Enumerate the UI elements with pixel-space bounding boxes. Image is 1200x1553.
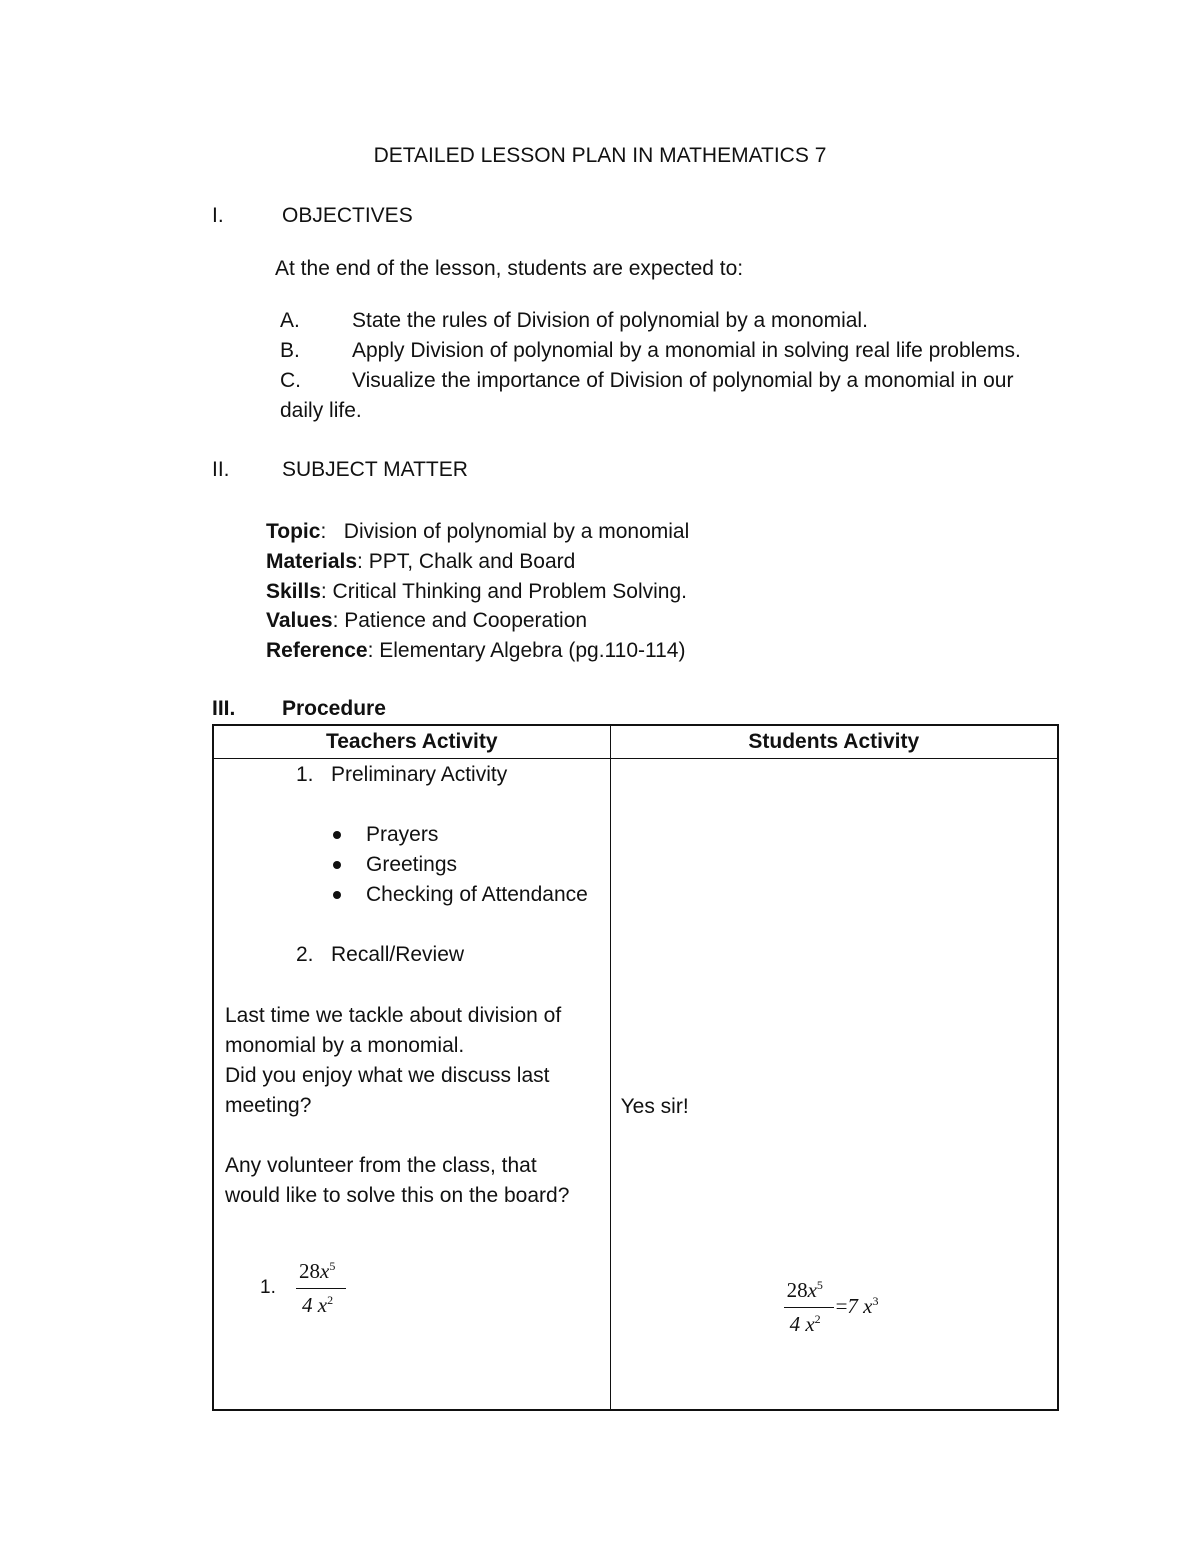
field-label: Skills [266,580,321,603]
objective-text-c-continuation: daily life. [280,399,362,422]
bullet-icon [333,891,341,899]
table-header-row [213,725,1058,759]
paragraph-line: meeting? [225,1094,312,1117]
field-label: Reference [266,639,368,662]
paragraph-line: Did you enjoy what we discuss last [225,1064,550,1087]
subject-field-reference: Reference: Elementary Algebra (pg.110-114) [266,639,686,662]
step-number-2: 2. [296,943,314,966]
bullet-icon [333,831,341,839]
field-label: Topic [266,520,321,543]
objective-letter-c: C. [280,369,301,392]
fraction-numerator: $28x^5$ [299,1259,336,1283]
subject-field-materials: Materials: PPT, Chalk and Board [266,550,576,573]
field-label: Values [266,609,333,632]
step-label-preliminary: Preliminary Activity [331,763,508,786]
field-label: Materials [266,550,358,573]
fraction-denominator: 4 $x^2$ [302,1293,334,1317]
field-value: Division of polynomial by a monomial [343,520,690,543]
problem-number: 1. [260,1277,276,1298]
field-value: Patience and Cooperation [344,609,588,632]
students-activity-cell [610,759,1058,1411]
fraction-numerator: $28x^5$ [786,1278,823,1302]
objective-text-c: Visualize the importance of Division of polynomial by a monomial in our [352,369,1014,392]
section-number-procedure: III. [212,697,236,720]
header-teachers-activity: Teachers Activity [213,725,610,759]
bullet-item-attendance: Checking of Attendance [366,883,588,906]
table-row [213,759,1058,1411]
bullet-item-greetings: Greetings [366,853,458,876]
fraction-bar [784,1307,834,1308]
step-number-1: 1. [296,763,314,786]
step-label-recall: Recall/Review [331,943,465,966]
field-value: Critical Thinking and Problem Solving. [332,580,687,603]
field-value: PPT, Chalk and Board [368,550,576,573]
objectives-intro: At the end of the lesson, students are expected to: [275,257,744,280]
procedure-table [212,724,1059,1411]
section-heading-subject-matter: SUBJECT MATTER [282,458,468,481]
objective-text-a: State the rules of Division of polynomial by a monomial. [352,309,868,332]
objective-letter-b: B. [280,339,300,362]
paragraph-line: Any volunteer from the class, that [225,1154,537,1177]
fraction-denominator: 4 $x^2$ [789,1312,821,1336]
section-number-objectives: I. [212,204,224,227]
paragraph-line: monomial by a monomial. [225,1034,465,1057]
document-title: DETAILED LESSON PLAN IN MATHEMATICS 7 [373,144,827,167]
header-students-activity: Students Activity [610,725,1058,759]
fraction-bar [296,1288,346,1289]
objective-text-b: Apply Division of polynomial by a monomial in solving real life problems. [352,339,1021,362]
paragraph-line: Last time we tackle about division of [225,1004,562,1027]
teachers-activity-cell [213,759,610,1411]
field-value: Elementary Algebra (pg.110-114) [379,639,686,662]
subject-field-values: Values: Patience and Cooperation [266,609,588,632]
student-reply: Yes sir! [620,1095,689,1118]
section-heading-procedure: Procedure [282,697,386,720]
bullet-icon [333,861,341,869]
bullet-item-prayers: Prayers [366,823,439,846]
section-heading-objectives: OBJECTIVES [282,204,413,227]
paragraph-line: would like to solve this on the board? [225,1184,570,1207]
answer-result: =7 $x^3$ [835,1294,879,1318]
subject-field-topic: Topic: Division of polynomial by a monomial [266,520,690,543]
section-number-subject-matter: II. [212,458,230,481]
objective-letter-a: A. [280,309,300,332]
subject-field-skills: Skills: Critical Thinking and Problem Solving. [266,580,687,603]
